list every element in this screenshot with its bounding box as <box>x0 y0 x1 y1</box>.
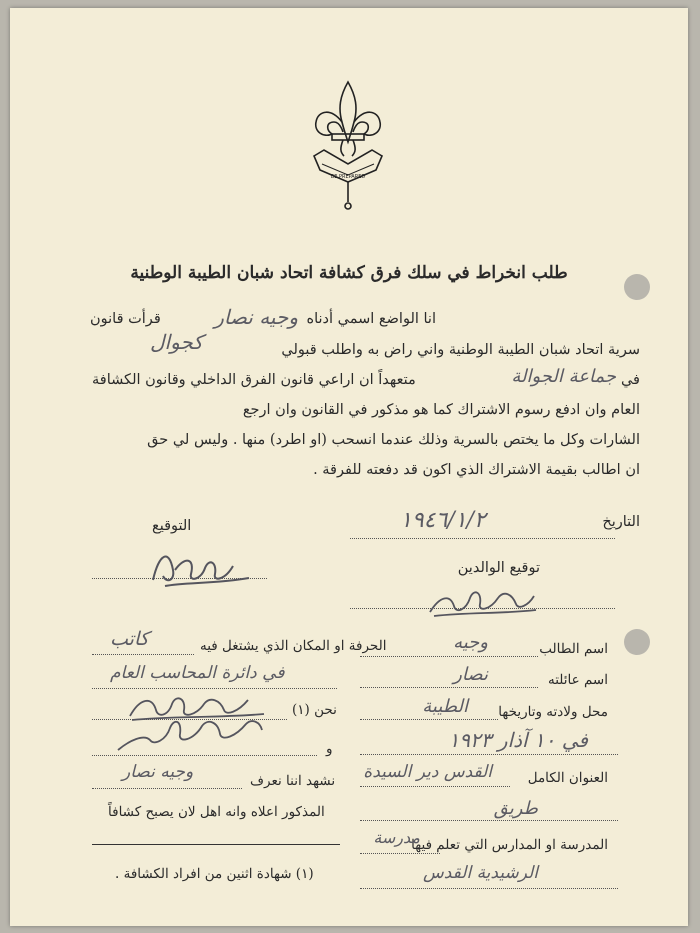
para-line3-start: في <box>620 372 640 388</box>
handwritten-unit: كجوال <box>150 330 203 354</box>
applicant-signature <box>145 540 255 592</box>
handwritten-profession: كاتب <box>110 628 149 650</box>
form-title: طلب انخراط في سلك فرق كشافة اتحاد شبان الطيبة الوطنية <box>130 263 568 283</box>
handwritten-family-name: نصار <box>453 664 488 685</box>
emblem-motto: BE PREPARED <box>330 174 366 180</box>
handwritten-workplace: في دائرة المحاسب العام <box>110 663 285 683</box>
para-line2: سرية اتحاد شبان الطيبة الوطنية واني راض به واطلب قبولي <box>281 342 640 358</box>
para-line1-start: انا الواضع اسمي أدناه <box>306 311 436 327</box>
address2-dotted-line <box>360 820 618 821</box>
handwritten-address2: طريق <box>493 798 538 819</box>
punch-hole <box>624 629 650 655</box>
parent-signature-label: توقيع الوالدين <box>457 560 540 576</box>
date-label: التاريخ <box>602 514 640 530</box>
handwritten-witness-name: وجيه نصار <box>122 762 194 782</box>
fleur-de-lis-emblem <box>310 78 386 218</box>
para-line3: متعهداً ان اراعي قانون الفرق الداخلي وقانون الكشافة <box>92 372 416 388</box>
birth-date-dotted-line <box>360 754 618 755</box>
profession-label: الحرفة او المكان الذي يشتغل فيه <box>200 638 387 654</box>
date-dotted-line <box>350 538 615 539</box>
address-dotted-line <box>360 786 510 787</box>
student-name-dotted-line <box>360 656 538 657</box>
schools-dotted-line <box>360 853 440 854</box>
handwritten-school2: الرشيدية القدس <box>422 863 538 883</box>
witness2-signature <box>110 710 270 756</box>
para-line6: ان اطالب بقيمة الاشتراك الذي اكون قد دفعته للفرقة . <box>313 462 640 478</box>
parent-signature <box>420 576 540 620</box>
testify-dotted-line <box>92 788 242 789</box>
handwritten-date: ١٩٤٦/١/٢ <box>400 508 486 533</box>
handwritten-address: القدس دير السيدة <box>363 762 492 782</box>
schools2-dotted-line <box>360 888 618 889</box>
birth-dotted-line <box>360 719 498 720</box>
footnote: (١) شهادة اثنين من افراد الكشافة . <box>115 866 314 882</box>
form-page <box>10 8 688 926</box>
handwritten-birth-place: الطيبة <box>422 696 468 717</box>
family-name-dotted-line <box>360 687 538 688</box>
handwritten-school: مدرسة <box>373 828 420 847</box>
schools-label: المدرسة او المدارس التي تعلم فيها <box>411 837 608 853</box>
testify-label: نشهد اننا نعرف <box>250 773 336 789</box>
full-address-label: العنوان الكامل <box>527 770 608 786</box>
and-label: و <box>326 741 333 757</box>
handwritten-group: جماعة الجوالة <box>511 366 616 387</box>
signature-label: التوقيع <box>152 518 192 534</box>
birth-label: محل ولادته وتاريخها <box>498 704 608 720</box>
para-line5: الشارات وكل ما يختص بالسرية وذلك عندما انسحب (او اطرد) منها . وليس لي حق <box>147 432 640 448</box>
para-line4: العام وان ادفع رسوم الاشتراك كما هو مذكور في القانون وان ارجع <box>242 402 640 418</box>
profession-dotted-line <box>92 654 194 655</box>
handwritten-student-first-name: وجيه <box>453 632 488 653</box>
mentioned-label: المذكور اعلاه وانه اهل لان يصبح كشافاً <box>108 804 325 820</box>
handwritten-birth-date: في ١٠ آذار ١٩٢٣ <box>448 728 588 752</box>
footnote-rule <box>92 844 340 845</box>
handwritten-applicant-name: وجيه نصار <box>214 305 298 329</box>
student-name-label: اسم الطالب <box>539 641 608 657</box>
family-name-label: اسم عائلته <box>547 672 608 688</box>
para-line1-end: قرأت قانون <box>90 311 161 327</box>
we-label: نحن (١) <box>292 702 337 718</box>
